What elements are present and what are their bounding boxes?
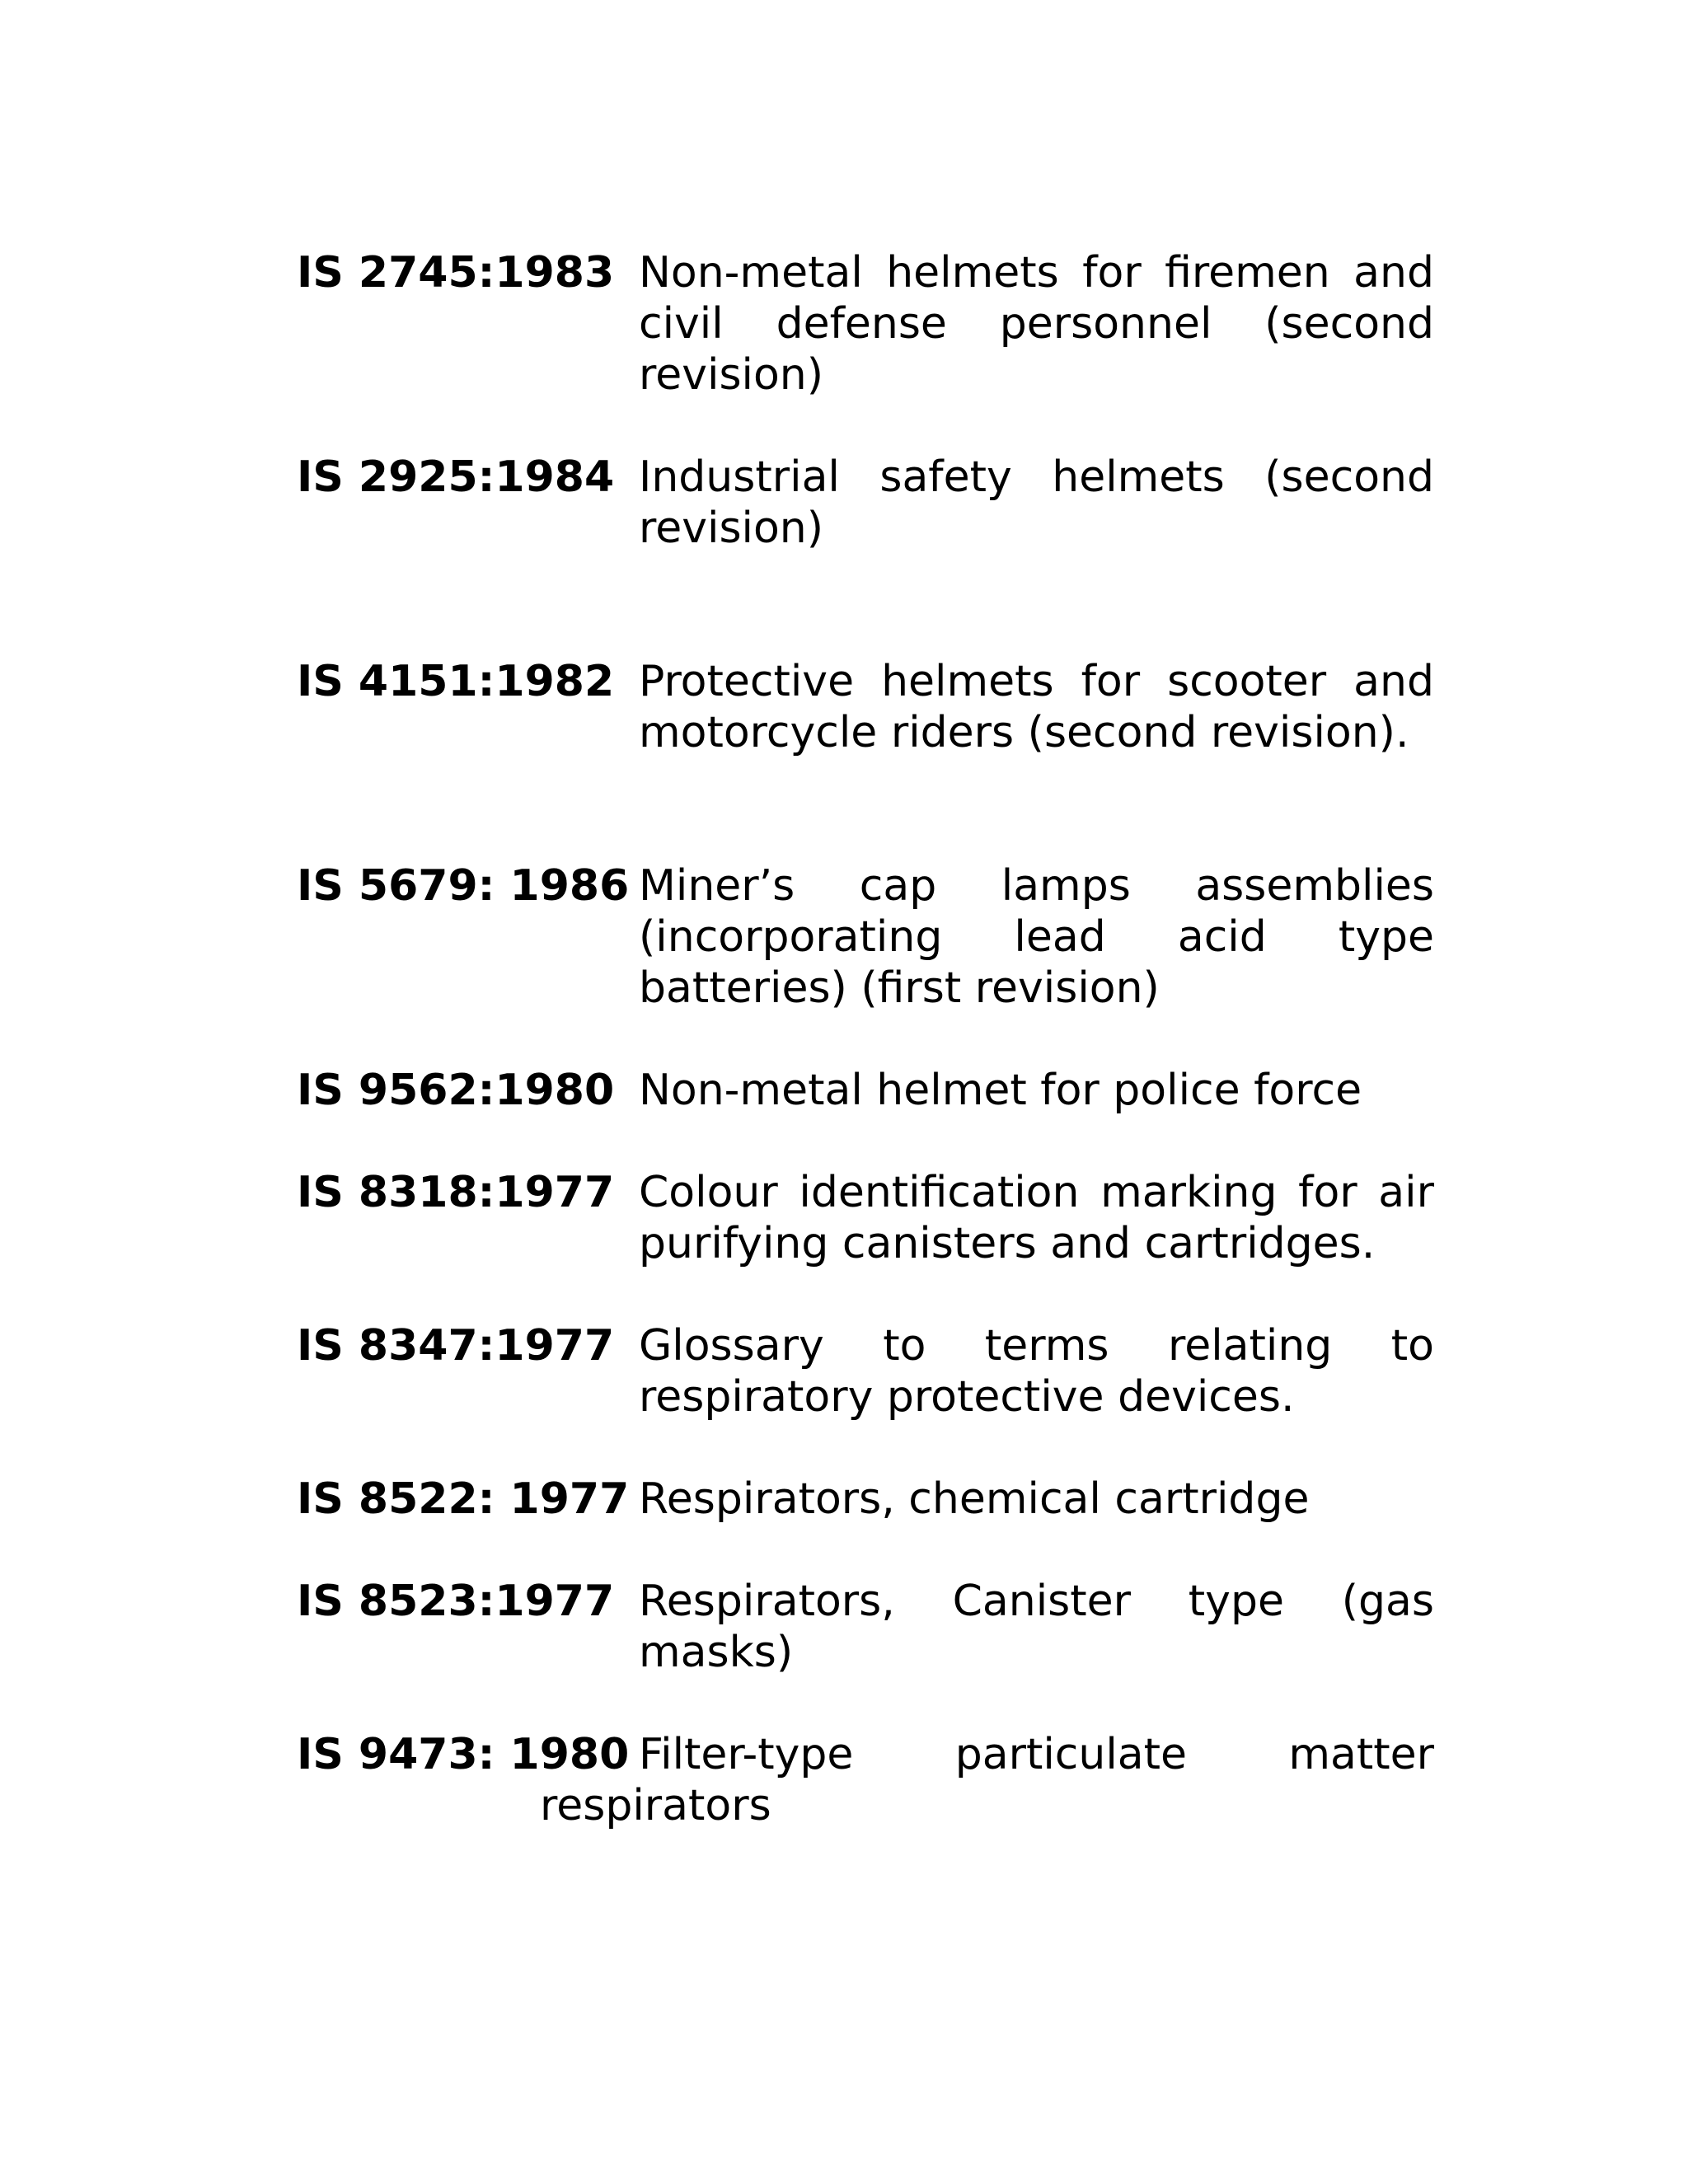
standard-description-line: Filter-type particulate matter	[639, 1730, 1434, 1779]
standard-code: IS 8347:1977	[297, 1321, 615, 1371]
standard-description: Non-metal helmets for firemen and civil defense personnel (second revision)	[639, 248, 1434, 400]
standard-description: Non-metal helmet for police force	[639, 1066, 1362, 1115]
standard-code: IS 2745:1983	[297, 248, 615, 298]
standard-code: IS 2925:1984	[297, 452, 615, 502]
standard-description: Respirators, chemical cartridge	[639, 1474, 1310, 1524]
standard-code: IS 9562:1980	[297, 1066, 615, 1115]
standard-description: Respirators, Canister type (gas masks)	[639, 1577, 1434, 1677]
standard-description: Protective helmets for scooter and motorcycle riders (second revision).	[639, 657, 1434, 757]
standard-code: IS 8522: 1977	[297, 1474, 630, 1524]
standard-code: IS 8318:1977	[297, 1168, 615, 1217]
standard-description-line: respirators	[540, 1781, 771, 1830]
standard-description: Colour identification marking for air purifying canisters and cartridges.	[639, 1168, 1434, 1268]
standard-code: IS 5679: 1986	[297, 861, 630, 911]
standard-code: IS 9473: 1980	[297, 1730, 630, 1779]
standard-code: IS 8523:1977	[297, 1577, 615, 1626]
standard-code: IS 4151:1982	[297, 657, 615, 706]
standard-description: Industrial safety helmets (second revision)	[639, 452, 1434, 553]
standard-description: Miner’s cap lamps assemblies (incorporating lead acid type batteries) (first revision)	[639, 861, 1434, 1013]
standard-description	[540, 1729, 1434, 1831]
standard-description: Glossary to terms relating to respiratory protective devices.	[639, 1321, 1434, 1422]
